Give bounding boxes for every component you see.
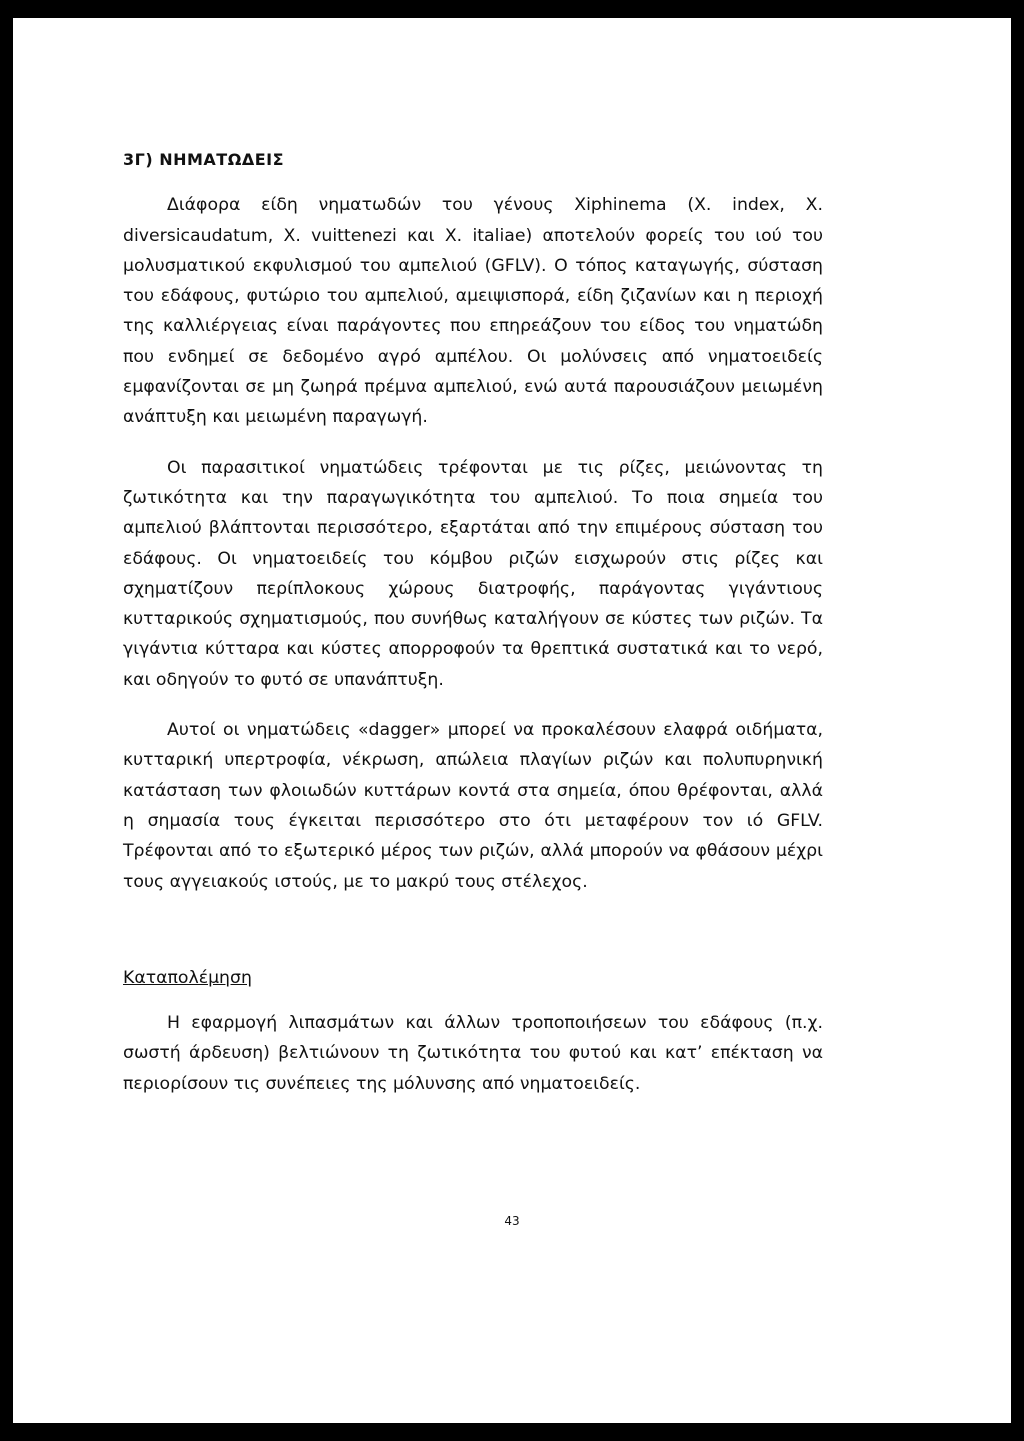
paragraph-parasitic-nematodes: Οι παρασιτικοί νηματώδεις τρέφονται με τις ρίζες, μειώνοντας τη ζωτικότητα και την παραγωγικότητα του αμπελιού. Το ποια σημεία του αμπελιού βλάπτονται περισσότερο, εξαρτάται από την επιμέρους σύσταση του εδάφους. Οι νηματοειδείς του κόμβου ριζών εισχωρούν στις ρίζες και σχηματίζουν περίπλοκους χώρους διατροφής, παράγοντας γιγάντιους κυτταρικούς σχηματισμούς, που συνήθως καταλήγουν σε κύστες των ριζών. Τα γιγάντια κύτταρα και κύστες απορροφούν τα θρεπτικά συστατικά και το νερό, και οδηγούν το φυτό σε υπανάπτυξη.	[123, 457, 823, 690]
paragraph-dagger-nematodes: Αυτοί οι νηματώδεις «dagger» μπορεί να προκαλέσουν ελαφρά οιδήματα, κυτταρική υπερτροφία, νέκρωση, απώλεια πλαγίων ριζών και πολυπυρηνική κατάσταση των φλοιωδών κυττάρων κοντά στα σημεία, όπου θρέφονται, αλλά η σημασία τους έγκειται περισσότερο στο ότι μεταφέρουν τον ιό GFLV. Τρέφονται από το εξωτερικό μέρος των ριζών, αλλά μπορούν να φθάσουν μέχρι τους αγγειακούς ιστούς, με το μακρύ τους στέλεχος.	[123, 720, 823, 892]
page-number: 43	[504, 1214, 520, 1228]
document-page	[13, 18, 1011, 1423]
control-section-title: Καταπολέμηση	[123, 967, 252, 988]
document-body	[123, 145, 823, 1119]
paragraph-xiphinema: Διάφορα είδη νηματωδών του γένους Xiphinema (X. index, X. diversicaudatum, X. vuittenezi και X. italiae) αποτελούν φορείς του ιού του μολυσματικού εκφυλισμού του αμπελιού (GFLV). Ο τόπος καταγωγής, σύσταση του εδάφους, φυτώριο του αμπελιού, αμειψισπορά, είδη ζιζανίων και η περιοχή της καλλιέργειας είναι παράγοντες που επηρεάζουν του είδος του νηματώδη που ενδημεί σε δεδομένο αγρό αμπέλου. Οι μολύνσεις από νηματοειδείς εμφανίζονται σε μη ζωηρά πρέμνα αμπελιού, ενώ αυτά παρουσιάζουν μειωμένη ανάπτυξη και μειωμένη παραγωγή.	[123, 195, 823, 428]
paragraph-control: Η εφαρμογή λιπασμάτων και άλλων τροποποιήσεων του εδάφους (π.χ. σωστή άρδευση) βελτιώνουν τη ζωτικότητα του φυτού και κατ’ επέκταση να περιορίσουν τις συνέπειες της μόλυνσης από νηματοειδείς.	[123, 1013, 823, 1094]
section-heading: 3Γ) ΝΗΜΑΤΩΔΕΙΣ	[123, 150, 285, 169]
